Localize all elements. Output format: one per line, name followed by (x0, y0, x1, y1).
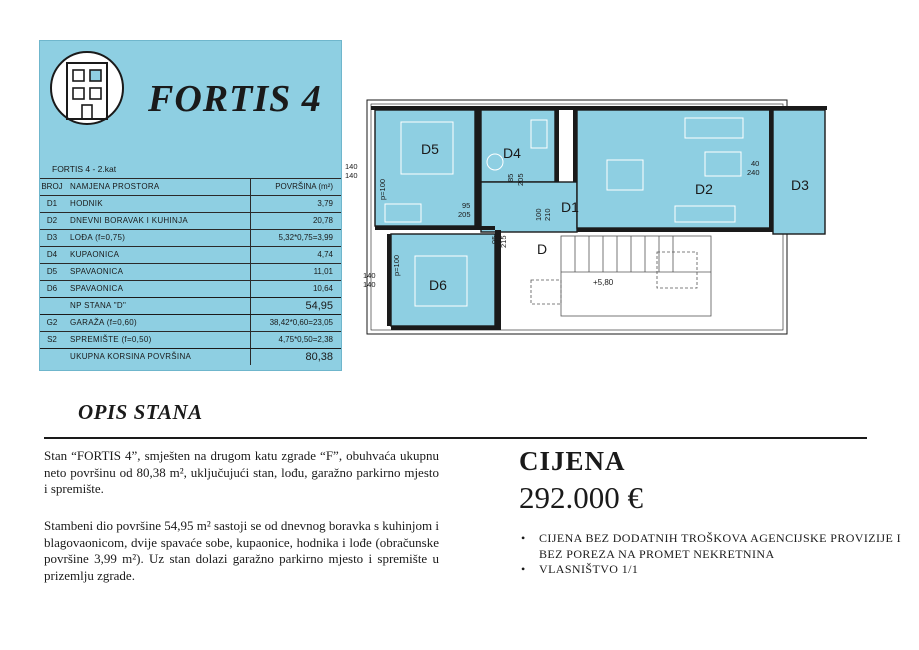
col-header-area: POVRŠINA (m²) (250, 179, 341, 195)
cell-id: D4 (46, 250, 58, 259)
cell-id: D5 (46, 267, 58, 276)
description-paragraph: Stambeni dio površine 54,95 m² sastoji se od dnevnog boravka s kuhinjom i blagovaonicom, dvije spavaće sobe, kupaonice, hodnika i lođe (obračunske površine 3,99 m²). Uz stan dolazi garažno parkirno mjesto i spremište u prizemlju zgrade. (44, 518, 439, 583)
info-panel (39, 40, 342, 371)
cell-id: D1 (46, 199, 58, 208)
cell-name: SPREMIŠTE (f=0,50) (70, 335, 152, 344)
cell-area: 10,64 (250, 281, 341, 297)
room-d3 (773, 110, 825, 234)
price-label: CIJENA (519, 446, 626, 476)
dim-label: p=100 (392, 254, 401, 276)
level-label: +5,80 (593, 278, 614, 287)
cell-area: 5,32*0,75=3,99 (250, 230, 341, 246)
cell-name: SPAVAONICA (70, 267, 124, 276)
subtotal-row (40, 298, 341, 315)
dim-label: 215 (499, 235, 508, 248)
total-label: UKUPNA KORSINA POVRŠINA (70, 352, 192, 361)
floor-plan (345, 96, 875, 356)
description-paragraph: Stan “FORTIS 4”, smješten na drugom katu zgrade “F”, obuhvaća ukupnu neto površinu od 80,38 m², uključujući stan, lođu, garažno parkirno mjesto i spremište. (44, 448, 439, 496)
room-d5 (375, 110, 475, 226)
list-item: • VLASNIŠTVO 1/1 (521, 562, 639, 576)
room-label-d3: D3 (791, 177, 809, 193)
page-title: FORTIS 4 (148, 78, 322, 120)
table-row (40, 196, 341, 213)
cell-name: GARAŽA (f=0,60) (70, 318, 137, 327)
cell-name: HODNIK (70, 199, 103, 208)
list-item: • CIJENA BEZ DODATNIH TROŠKOVA AGENCIJSKE PROVIZIJE I BEZ POREZA NA PROMET NEKRETNINA (521, 531, 901, 561)
dim-label: 205 (458, 210, 471, 219)
room-label-d: D (537, 241, 548, 257)
cell-name: SPAVAONICA (70, 284, 124, 293)
area-table (40, 161, 341, 365)
table-row (40, 264, 341, 281)
room-label-d1: D1 (561, 199, 579, 215)
cell-area: 4,75*0,50=2,38 (250, 332, 341, 348)
table-row (40, 315, 341, 332)
cell-id: G2 (46, 318, 58, 327)
dim-label: 210 (543, 208, 552, 221)
cell-id: D2 (46, 216, 58, 225)
dim-label: 140 (363, 271, 376, 280)
room-label-d5: D5 (421, 141, 439, 157)
dim-label: p=100 (378, 178, 387, 200)
table-row (40, 213, 341, 230)
subtotal-label: NP STANA "D" (70, 301, 127, 310)
building-logo-icon (50, 51, 124, 125)
dim-label: 95 (462, 201, 471, 210)
dim-label: 85 (506, 173, 515, 182)
dim-label: 140 (345, 162, 358, 171)
cell-area: 20,78 (250, 213, 341, 229)
room-label-d2: D2 (695, 181, 713, 197)
dim-label: 240 (747, 168, 760, 177)
dim-label: 205 (516, 173, 525, 186)
dim-label: 140 (345, 171, 358, 180)
price-notes (519, 531, 919, 578)
dim-label: 95 (490, 235, 499, 244)
cell-id: D6 (46, 284, 58, 293)
divider (44, 437, 867, 439)
subtotal-value: 54,95 (250, 298, 341, 314)
cell-area: 38,42*0,60=23,05 (250, 315, 341, 331)
room-label-d4: D4 (503, 145, 521, 161)
table-header-row (40, 179, 341, 196)
col-header-name: NAMJENA PROSTORA (70, 182, 160, 191)
bullet-icon: • (521, 562, 526, 576)
dim-label: 100 (534, 208, 543, 221)
total-value: 80,38 (250, 349, 341, 365)
cell-name: KUPAONICA (70, 250, 120, 259)
table-row (40, 281, 341, 298)
cell-area: 11,01 (250, 264, 341, 280)
room-label-d6: D6 (429, 277, 447, 293)
cell-id: D3 (46, 233, 58, 242)
cell-area: 3,79 (250, 196, 341, 212)
dim-label: 40 (751, 159, 760, 168)
cell-area: 4,74 (250, 247, 341, 263)
cell-name: LOĐA (f=0,75) (70, 233, 126, 242)
dim-label: 140 (363, 280, 376, 289)
cell-name: DNEVNI BORAVAK I KUHINJA (70, 216, 189, 225)
cell-id: S2 (47, 335, 57, 344)
price-value: 292.000 € (519, 480, 643, 515)
total-row (40, 349, 341, 365)
table-row (40, 332, 341, 349)
table-row (40, 247, 341, 264)
table-caption: FORTIS 4 - 2.kat (40, 161, 341, 179)
bullet-icon: • (521, 531, 526, 545)
section-heading: OPIS STANA (78, 400, 203, 424)
col-header-id: BROJ (41, 182, 63, 191)
table-row (40, 230, 341, 247)
